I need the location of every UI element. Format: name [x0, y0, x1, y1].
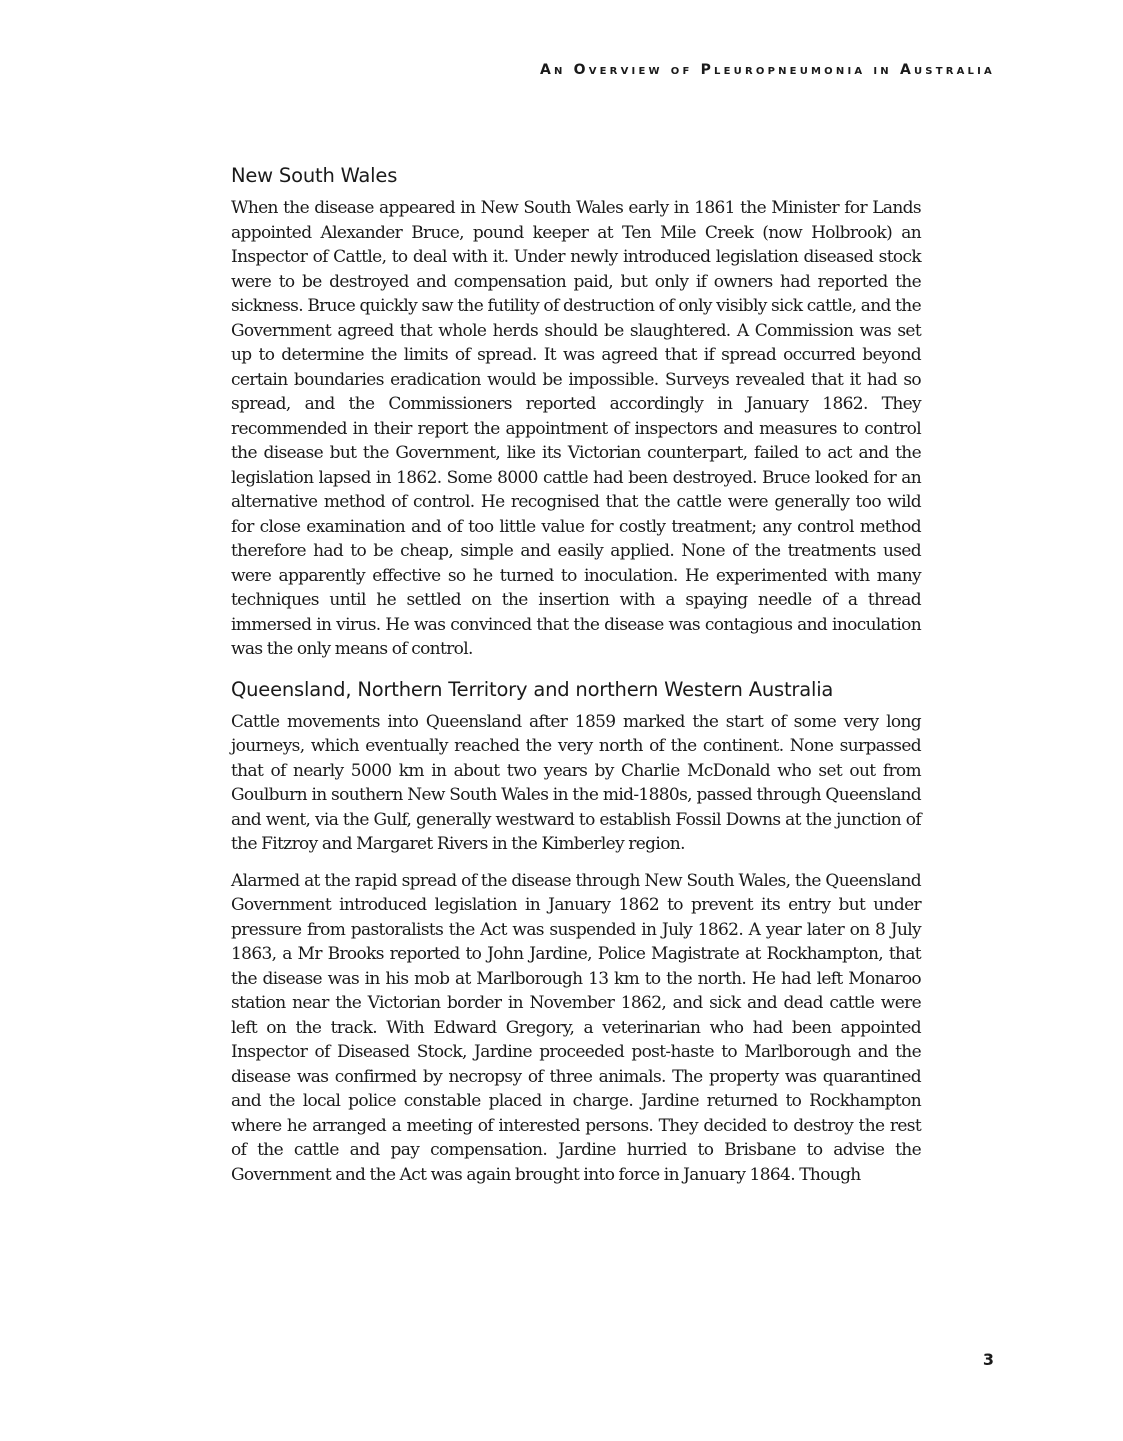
- page-body: [231, 163, 921, 1187]
- section-heading-nsw: New South Wales: [231, 164, 398, 187]
- section-heading-queensland: Queensland, Northern Territory and northern Western Australia: [231, 677, 834, 701]
- paragraph-nsw: When the disease appeared in New South Wales early in 1861 the Minister for Lands appointed Alexander Bruce, pound keeper at Ten Mile Creek (now Holbrook) an Inspector of Cattle, to deal with it. Under newly introduced legislation diseased stock were to be destroyed and compensation paid, but only if owners had reported the sickness. Bruce quickly saw the futility of destruction of only visibly sick cattle, and the Government agreed that whole herds should be slaughtered. A Commission was set up to determine the limits of spread. It was agreed that if spread occurred beyond certain boundaries eradication would be impossible. Surveys revealed that it had so spread, and the Commissioners reported accordingly in January 1862. They recommended in their report the appointment of inspectors and measures to control the disease but the Government, like its Victorian counterpart, failed to act and the legislation lapsed in 1862. Some 8000 cattle had been destroyed. Bruce looked for an alternative method of control. He recognised that the cattle were generally too wild for close examination and of too little value for costly treatment; any control method therefore had to be cheap, simple and easily applied. None of the treatments used were apparently effective so he turned to inoculation. He experimented with many techniques until he settled on the insertion with a spaying needle of a thread immersed in virus. He was convinced that the disease was contagious and inoculation was the only means of control.: [231, 198, 921, 659]
- paragraph-queensland-2: Alarmed at the rapid spread of the disease through New South Wales, the Queensland Government introduced legislation in January 1862 to prevent its entry but under pressure from pastoralists the Act was suspended in July 1862. A year later on 8 July 1863, a Mr Brooks reported to John Jardine, Police Magistrate at Rockhampton, that the disease was in his mob at Marlborough 13 km to the north. He had left Monaroo station near the Victorian border in November 1862, and sick and dead cattle were left on the track. With Edward Gregory, a veterinarian who had been appointed Inspector of Diseased Stock, Jardine proceeded post-haste to Marlborough and the disease was confirmed by necropsy of three animals. The property was quarantined and the local police constable placed in charge. Jardine returned to Rockhampton where he arranged a meeting of interested persons. They decided to destroy the rest of the cattle and pay compensation. Jardine hurried to Brisbane to advise the Government and the Act was again brought into force in January 1864. Though: [231, 870, 921, 1185]
- paragraph-queensland-1: Cattle movements into Queensland after 1859 marked the start of some very long journeys, which eventually reached the very north of the continent. None surpassed that of nearly 5000 km in about two years by Charlie McDonald who set out from Goulburn in southern New South Wales in the mid-1880s, passed through Queensland and went, via the Gulf, generally westward to establish Fossil Downs at the junction of the Fitzroy and Margaret Rivers in the Kimberley region.: [231, 711, 921, 854]
- page-number: 3: [982, 1350, 994, 1369]
- running-head: An Overview of Pleuropneumonia in Australia: [539, 62, 995, 78]
